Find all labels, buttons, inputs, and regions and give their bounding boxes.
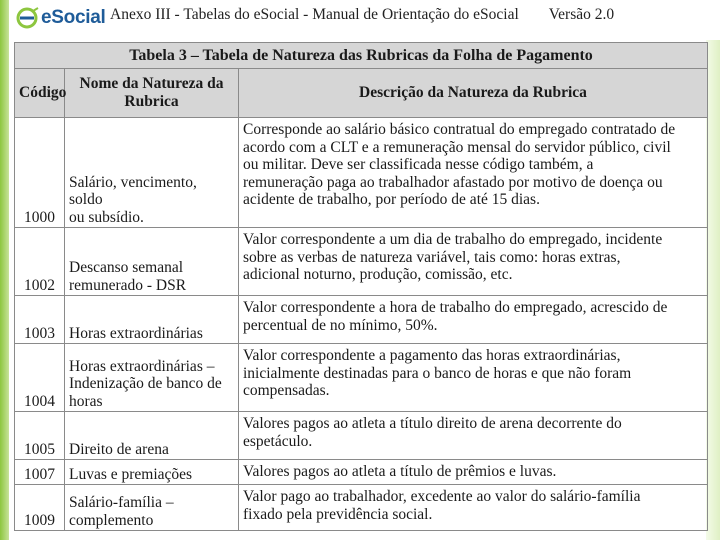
right-accent-bar	[706, 40, 720, 540]
table-title: Tabela 3 – Tabela de Natureza das Rubricas da Folha de Pagamento	[15, 43, 708, 69]
header-title	[110, 6, 614, 24]
row-code: 1009	[15, 485, 65, 531]
row-name: Horas extraordinárias – Indenização de banco de horas	[65, 344, 239, 412]
document-header	[14, 0, 708, 38]
esocial-logo	[16, 4, 105, 32]
row-code: 1007	[15, 460, 65, 485]
row-description: Valor correspondente a hora de trabalho do empregado, acrescido de percentual de no mínimo, 50%.	[239, 296, 708, 344]
row-description: Valores pagos ao atleta a título direito de arena decorrente do espetáculo.	[239, 412, 708, 460]
row-code: 1002	[15, 228, 65, 296]
row-description: Valores pagos ao atleta a título de prêmios e luvas.	[239, 460, 708, 485]
table-row	[15, 118, 708, 228]
row-name: Direito de arena	[65, 412, 239, 460]
row-code: 1003	[15, 296, 65, 344]
table-row	[15, 412, 708, 460]
row-description: Valor correspondente a pagamento das horas extraordinárias, inicialmente destinadas para o banco de horas e que não foram compensadas.	[239, 344, 708, 412]
column-header-name: Nome da Natureza da Rubrica	[65, 69, 239, 118]
row-name: Horas extraordinárias	[65, 296, 239, 344]
table-row	[15, 485, 708, 531]
row-name: Descanso semanal remunerado - DSR	[65, 228, 239, 296]
doc-title: Anexo III - Tabelas do eSocial - Manual de Orientação do eSocial	[110, 6, 519, 23]
table-title-row	[15, 43, 708, 69]
esocial-logo-icon	[16, 7, 40, 29]
left-accent-bar	[0, 0, 9, 540]
table-row	[15, 344, 708, 412]
row-code: 1004	[15, 344, 65, 412]
table-row	[15, 296, 708, 344]
row-description: Valor pago ao trabalhador, excedente ao valor do salário-família fixado pela previdência social.	[239, 485, 708, 531]
row-code: 1000	[15, 118, 65, 228]
logo-text: eSocial	[41, 7, 106, 28]
row-description: Corresponde ao salário básico contratual do empregado contratado de acordo com a CLT e a remuneração mensal do servidor público, civil ou militar. Deve ser classificada nesse código também, a remuneração paga ao trabalhador afastado por motivo de doença ou acidente de trabalho, por período de até 15 dias.	[239, 118, 708, 228]
natureza-rubricas-table	[14, 42, 708, 531]
column-header-description: Descrição da Natureza da Rubrica	[239, 69, 708, 118]
table-row	[15, 228, 708, 296]
row-name: Luvas e premiações	[65, 460, 239, 485]
row-code: 1005	[15, 412, 65, 460]
row-name: Salário, vencimento, soldo ou subsídio.	[65, 118, 239, 228]
table-row	[15, 460, 708, 485]
row-name: Salário-família – complemento	[65, 485, 239, 531]
doc-version: Versão 2.0	[548, 6, 615, 23]
column-header-code: Código	[15, 69, 65, 118]
row-description: Valor correspondente a um dia de trabalho do empregado, incidente sobre as verbas de natureza variável, tais como: horas extras, adicional noturno, produção, comissão, etc.	[239, 228, 708, 296]
table-header-row	[15, 69, 708, 118]
